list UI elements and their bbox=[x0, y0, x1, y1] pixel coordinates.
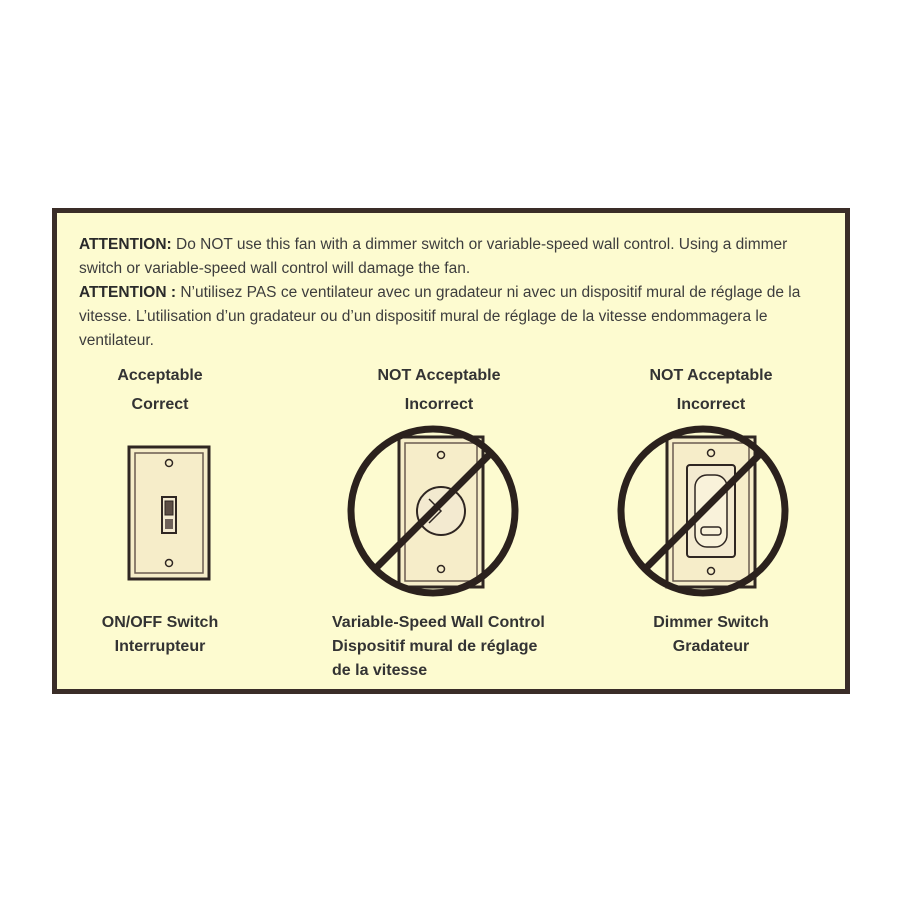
dimmer-switch-icon bbox=[615, 423, 791, 599]
dimmer-status bbox=[601, 361, 821, 419]
dimmer-status-fr: Incorrect bbox=[676, 396, 746, 413]
onoff-caption-en: ON/OFF Switch bbox=[101, 614, 219, 631]
variable-speed-caption-fr-1: Dispositif mural de réglage bbox=[332, 638, 538, 655]
onoff-caption bbox=[50, 611, 270, 659]
onoff-status bbox=[50, 361, 270, 419]
warning-english-text: Do NOT use this fan with a dimmer switch or variable-speed wall control. Using a dimmer switch or variable-speed wall control will damage the fan. bbox=[79, 236, 788, 277]
warning-french-label: ATTENTION : bbox=[79, 284, 177, 301]
variable-speed-caption bbox=[332, 611, 572, 683]
onoff-status-en: Acceptable bbox=[117, 367, 203, 384]
onoff-toggle-base bbox=[165, 519, 173, 529]
warning-french bbox=[79, 281, 827, 353]
dimmer-caption-fr: Gradateur bbox=[672, 638, 750, 655]
warning-text bbox=[79, 233, 827, 353]
onoff-status-fr: Correct bbox=[131, 396, 189, 413]
onoff-toggle-lever bbox=[165, 501, 173, 515]
variable-speed-caption-en: Variable-Speed Wall Control bbox=[332, 614, 545, 631]
warning-french-text: N’utilisez PAS ce ventilateur avec un gradateur ni avec un dispositif mural de réglage de la vitesse. L’utilisation d’un gradateur ou d’un dispositif mural de réglage de la vitesse endommagera le ventilateur. bbox=[79, 284, 801, 349]
warning-panel bbox=[52, 208, 850, 694]
onoff-caption-fr: Interrupteur bbox=[114, 638, 206, 655]
dimmer-status-en: NOT Acceptable bbox=[649, 367, 773, 384]
dimmer-caption-en: Dimmer Switch bbox=[653, 614, 769, 631]
variable-speed-status-fr: Incorrect bbox=[404, 396, 474, 413]
variable-speed-status-en: NOT Acceptable bbox=[377, 367, 501, 384]
variable-speed-caption-fr-2: de la vitesse bbox=[332, 662, 428, 679]
dimmer-caption bbox=[601, 611, 821, 659]
warning-english-label: ATTENTION: bbox=[79, 236, 172, 253]
variable-speed-control-icon bbox=[345, 423, 521, 599]
warning-english bbox=[79, 233, 827, 281]
variable-speed-status bbox=[329, 361, 549, 419]
onoff-switch-icon bbox=[127, 445, 211, 581]
